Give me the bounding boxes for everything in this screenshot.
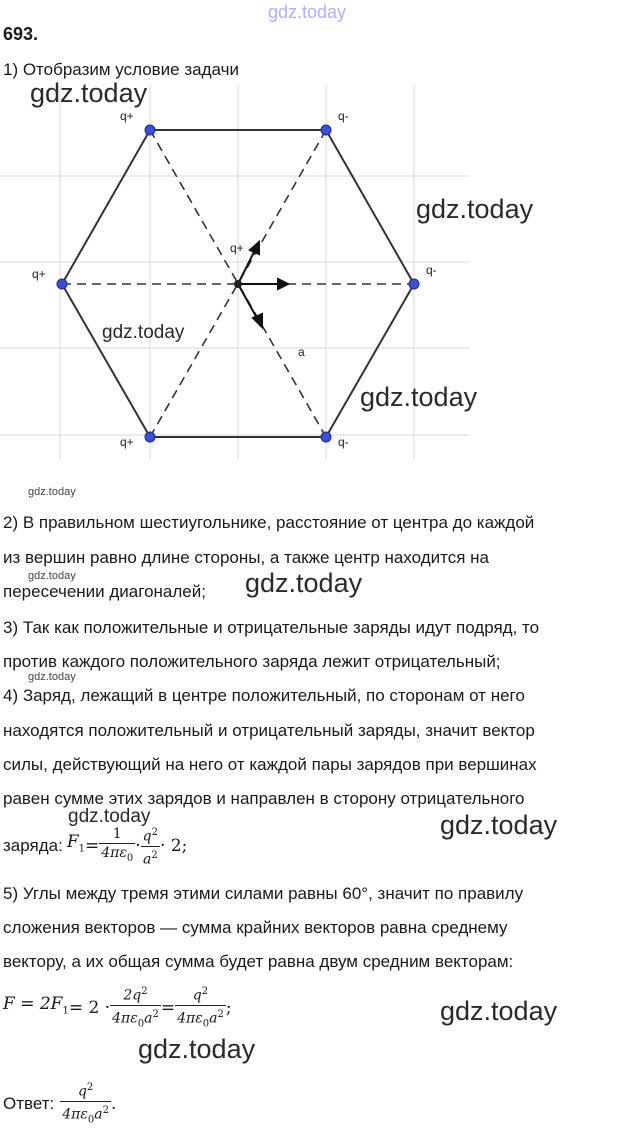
- vector-lower: [238, 284, 258, 320]
- step-4-line-2: находятся положительный и отрицательный заряды, значит вектор: [3, 721, 535, 740]
- formula-2-frac-2-den-sub: 0: [202, 1018, 210, 1030]
- formula-1-eq: =: [85, 836, 100, 856]
- formula-2-eq: =: [160, 998, 176, 1018]
- step-2-line-3: пересечении диагоналей;: [3, 582, 206, 601]
- answer-frac-den-sup: 2: [102, 1104, 109, 1116]
- formula-2-lhs: [3, 994, 69, 1021]
- problem-number: [3, 24, 38, 44]
- answer-frac-num-text: q: [77, 1083, 87, 1100]
- watermark: gdz.today: [102, 322, 185, 343]
- watermark: gdz.today: [28, 570, 76, 582]
- formula-2-frac-2-den-tail: a: [209, 1010, 218, 1027]
- step-4-line-5: заряда:: [3, 836, 63, 855]
- formula-1-frac-1-den: [99, 844, 135, 868]
- formula-2-frac-2: [175, 983, 226, 1033]
- formula-2-end: ;: [225, 998, 232, 1018]
- answer-frac-den: [60, 1102, 111, 1129]
- step-5-line-1: 5) Углы между тремя этими силами равны 60°, значит по правилу: [3, 884, 524, 903]
- answer-end: .: [110, 1094, 117, 1114]
- answer-frac-num-sup: 2: [86, 1081, 94, 1093]
- formula-2-frac-2-num: [175, 983, 226, 1006]
- label-bottom-left: q+: [120, 435, 134, 449]
- watermark: gdz.today: [138, 1034, 256, 1064]
- watermark: gdz.today: [28, 671, 76, 683]
- step-3-line-1: 3) Так как положительные и отрицательные заряды идут подряд, то: [3, 618, 540, 637]
- label-bottom-right: q-: [338, 435, 349, 449]
- label-side: a: [298, 345, 305, 359]
- answer-frac: [60, 1079, 111, 1129]
- formula-2-lhs-text: F = 2F: [3, 994, 63, 1015]
- problem-number-value: 693: [3, 24, 34, 44]
- formula-2-frac-1-den: [110, 1006, 161, 1033]
- step-2-line-2: из вершин равно длине стороны, а также центр находится на: [3, 548, 490, 567]
- formula-1-lhs: [67, 832, 85, 859]
- formula-1-frac-2-num: [141, 824, 160, 847]
- formula-1-frac-2-den-sup: 2: [151, 849, 158, 861]
- force-vectors: [238, 242, 288, 327]
- formula-1-frac-1-num: 1: [99, 825, 135, 844]
- problem-number-dot: .: [33, 24, 39, 44]
- vertex-bottom-left: [145, 432, 155, 442]
- watermark: gdz.today: [416, 194, 534, 224]
- answer-frac-den-tail: a: [94, 1106, 103, 1123]
- step-4-line-4: равен сумме этих зарядов и направлен в сторону отрицательного: [3, 789, 525, 808]
- arrow-middle-icon: [278, 279, 288, 289]
- formula-2-frac-2-den: [175, 1006, 226, 1033]
- formula-1-frac-1: [99, 825, 135, 868]
- arrow-lower-icon: [253, 314, 262, 327]
- step-5-line-3: вектору, а их общая сумма будет равна двум средним векторам:: [3, 952, 514, 971]
- vertex-bottom-right: [321, 432, 331, 442]
- formula-1-tail: · 2;: [160, 836, 188, 856]
- step-1: 1) Отобразим условие задачи: [3, 60, 239, 79]
- formula-2-frac-2-den-sup: 2: [217, 1008, 224, 1020]
- step-4-line-3: силы, действующий на него от каждой пары зарядов при вершинах: [3, 755, 537, 774]
- answer-line: [3, 1082, 116, 1126]
- vertex-top-left: [145, 125, 155, 135]
- formula-2-frac-1: [110, 983, 161, 1033]
- formula-1-frac-1-den-text: 4πε: [101, 844, 127, 861]
- step-3-line-2: против каждого положительного заряда лежит отрицательный;: [3, 652, 501, 671]
- formula-2-frac-1-num-sup: 2: [141, 985, 148, 997]
- label-right: q-: [426, 263, 437, 277]
- watermark: gdz.today: [28, 486, 76, 498]
- step-4-line-1: 4) Заряд, лежащий в центре положительный, по сторонам от него: [3, 686, 525, 705]
- answer-frac-den-text: 4πε: [62, 1106, 88, 1123]
- formula-1-f: F: [66, 832, 79, 853]
- center-charge: [234, 280, 242, 288]
- hexagon-diagram: [0, 80, 618, 500]
- label-top-left: q+: [120, 109, 134, 123]
- formula-1-dot: ·: [135, 836, 141, 856]
- vertex-top-right: [321, 125, 331, 135]
- formula-2-frac-1-den-tail: a: [144, 1010, 153, 1027]
- formula-2-frac-2-num-sup: 2: [201, 985, 209, 997]
- vertex-left: [57, 279, 67, 289]
- formula-2-frac-1-den-sub: 0: [137, 1018, 145, 1030]
- watermark: gdz.today: [440, 810, 558, 840]
- label-left: q+: [32, 267, 46, 281]
- formula-1-frac-2-num-sup: 2: [151, 826, 158, 838]
- step-5-line-2: сложения векторов — сумма крайних векторов равна среднему: [3, 918, 508, 937]
- formula-2-lhs-sub: 1: [62, 1005, 69, 1017]
- formula-1-f-sub: 1: [78, 843, 85, 855]
- watermark: gdz.today: [440, 996, 558, 1026]
- label-top-right: q-: [338, 109, 349, 123]
- formula-1-frac-2-den: [141, 847, 160, 869]
- formula-2-line: [3, 986, 232, 1030]
- formula-2-frac-1-den-sup: 2: [152, 1008, 159, 1020]
- watermark: gdz.today: [68, 806, 151, 827]
- formula-2-frac-1-num-text: 2q: [123, 987, 142, 1004]
- watermark: gdz.today: [360, 382, 478, 412]
- formula-1-frac-2-num-text: q: [142, 828, 152, 845]
- formula-1-frac-1-den-sub: 0: [126, 852, 134, 864]
- vertex-right: [409, 279, 419, 289]
- formula-1-line: [3, 826, 187, 866]
- watermark: gdz.today: [245, 568, 363, 598]
- answer-label: Ответ:: [3, 1094, 55, 1113]
- watermark-top: gdz.today: [268, 2, 347, 22]
- watermark: gdz.today: [30, 78, 148, 108]
- formula-1-frac-2: [141, 824, 160, 868]
- formula-2-frac-2-den-text: 4πε: [177, 1010, 203, 1027]
- formula-2-frac-1-num: [110, 983, 161, 1006]
- formula-1-frac-2-den-text: a: [142, 851, 152, 868]
- answer-frac-den-sub: 0: [87, 1114, 95, 1126]
- formula-2-frac-1-den-text: 4πε: [112, 1010, 138, 1027]
- formula-2-frac-2-num-text: q: [192, 987, 202, 1004]
- formula-2-mid: = 2 ·: [68, 998, 111, 1018]
- arrow-upper-icon: [250, 242, 259, 254]
- label-center: q+: [230, 241, 244, 255]
- step-2-line-1: 2) В правильном шестиугольнике, расстояние от центра до каждой: [3, 513, 535, 532]
- answer-frac-num: [60, 1079, 111, 1102]
